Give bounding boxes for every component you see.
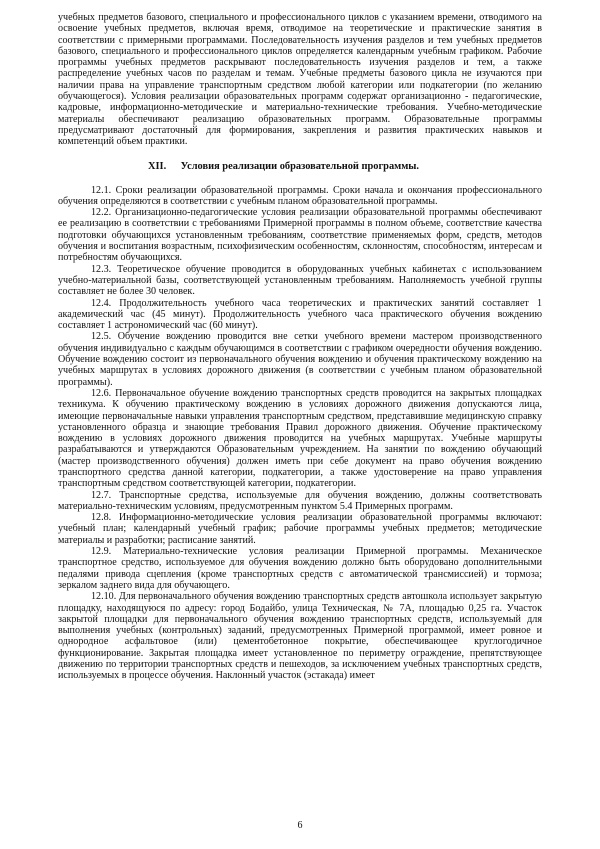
section-heading	[58, 161, 542, 173]
paragraph-12-8: 12.8. Информационно-методические условия реализации образовательной программы включают: учебный план; календарный учебный график; рабочие программы учебных предметов; методические материалы и разработки; расписание занятий.	[58, 512, 542, 546]
paragraph-12-4: 12.4. Продолжительность учебного часа теоретических и практических занятий составляет 1 академический час (45 минут). Продолжительность учебного часа практического обучения вождению составляет 1 астрономический час (60 минут).	[58, 297, 542, 332]
paragraph-12-2: 12.2. Организационно-педагогические условия реализации образовательной программы обеспечивают ее реализацию в соответствии с требованиями Примерной программы в полном объеме, соответствие качества подготовки обучающихся установленным требованиям, соответствие применяемых форм, средств, методов обучения и воспитания возрастным, психофизическим особенностям, склонностям, способностям, интересам и потребностям обучающихся.	[58, 207, 542, 264]
paragraph-12-5: 12.5. Обучение вождению проводится вне сетки учебного времени мастером производственного обучения индивидуально с каждым обучающимся в соответствии с графиком очередности обучения вождению. Обучение вождению состоит из первоначального обучения вождению и обучения практическому вождению на учебных маршрутах в условиях дорожного движения (в соответствии с учебным планом образовательной программы).	[58, 331, 542, 388]
paragraph-12-1: 12.1. Сроки реализации образовательной программы. Сроки начала и окончания профессионального обучения определяются в соответствии с учебным планом образовательной программы.	[58, 184, 542, 207]
paragraph-12-10: 12.10. Для первоначального обучения вождению транспортных средств автошкола использует закрытую площадку, находящуюся по адресу: город Бодайбо, улица Техническая, № 7А, площадью 0,25 га. Участок закрытой площадки для первоначального обучения вождению транспортных средств, используемый для выполнения учебных (контрольных) заданий, предусмотренных Примерной программой, имеет ровное и однородное асфальтовое (или) цементобетонное покрытие, обеспечивающее круглогодичное функционирование. Закрытая площадка имеет установленное по периметру ограждение, препятствующее движению по территории транспортных средств и пешеходов, за исключением учебных транспортных средств, используемых в процессе обучения. Наклонный участок (эстакада) имеет	[58, 591, 542, 682]
paragraph-12-7: 12.7. Транспортные средства, используемые для обучения вождению, должны соответствовать материально-техническим условиям, предусмотренным пунктом 5.4 Примерных программ.	[58, 489, 542, 512]
intro-paragraph: учебных предметов базового, специального и профессионального циклов с указанием времени, отводимого на освоение учебных предметов, включая время, отводимое на теоретические и практические занятия в соответствии с примерными программами. Последовательность изучения разделов и тем учебных предметов базового, специального и профессионального циклов определяется календарным учебным графиком. Рабочие программы учебных предметов раскрывают последовательность изучения разделов и тем, а также распределение учебных часов по разделам и темам. Учебные предметы базового цикла не изучаются при наличии права на управление транспортным средством любой категории или подкатегории (по желанию обучающегося). Условия реализации образовательных программ содержат организационно - педагогические, кадровые, информационно-методические и материально-технические требования. Учебно-методические материалы обеспечивают реализацию образовательных программ. Образовательные программы предусматривают достаточный для формирования, закрепления и развития практических навыков и компетенций объем практики.	[58, 12, 542, 148]
paragraph-12-6: 12.6. Первоначальное обучение вождению транспортных средств проводится на закрытых площадках техникума. К обучению практическому вождению в условиях дорожного движения допускаются лица, имеющие первоначальные навыки управления транспортным средством, представившие медицинскую справку установленного образца и знающие требования Правил дорожного движения. Обучение практическому вождению в условиях дорожного движения проводится на учебных маршрутах. Учебные маршруты разрабатываются и утверждаются Образовательным учреждением. На занятии по вождению обучающий (мастер производственного обучения) должен иметь при себе документ на право обучения вождению транспортного средства данной категории, подкатегории, а также удостоверение на право управления транспортным средством соответствующей категории, подкатегории.	[58, 387, 542, 490]
paragraph-12-9: 12.9. Материально-технические условия реализации Примерной программы. Механическое транспортное средство, используемое для обучения вождению должно быть оборудовано дополнительными педалями привода сцепления (кроме транспортных средств с автоматической трансмиссией) и тормоза; зеркалом заднего вида для обучающего.	[58, 546, 542, 591]
section-number: XII.	[148, 160, 167, 172]
paragraph-12-3: 12.3. Теоретическое обучение проводится в оборудованных учебных кабинетах с использованием учебно-материальной базы, соответствующей установленным требованиям. Наполняемость учебной группы составляет не более 30 человек.	[58, 263, 542, 298]
section-title: Условия реализации образовательной программы.	[180, 160, 420, 172]
page-number: 6	[297, 820, 303, 831]
